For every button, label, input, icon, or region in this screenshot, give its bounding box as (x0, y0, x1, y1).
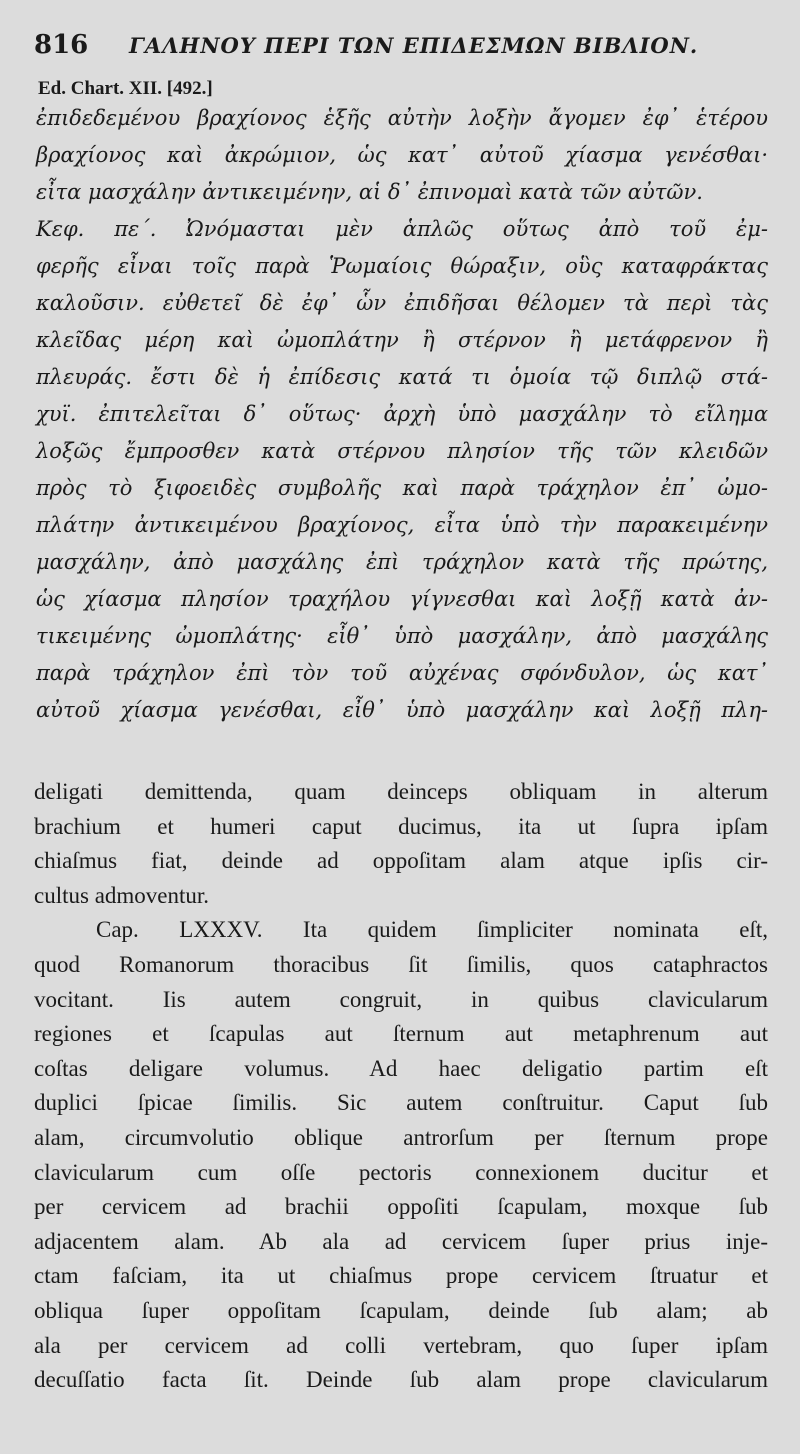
greek-line: παρὰ τράχηλον ἐπὶ τὸν τοῦ αὐχένας σφόνδυλον, ὡς κατ᾽ (36, 661, 768, 685)
greek-line: πλάτην ἀντικειμένου βραχίονος, εἶτα ὑπὸ τὴν παρακειμένην (36, 513, 768, 537)
latin-line: ctam faſciam, ita ut chiaſmus prope cervicem ſtruatur et (34, 1263, 768, 1289)
greek-line: ὡς χίασμα πλησίον τραχήλου γίγνεσθαι καὶ λοξῇ κατὰ ἀν- (36, 587, 768, 611)
latin-line: duplici ſpicae ſimilis. Sic autem conſtruitur. Caput ſub (34, 1090, 768, 1116)
greek-line: μασχάλην, ἀπὸ μασχάλης ἐπὶ τράχηλον κατὰ τῆς πρώτης, (36, 550, 768, 574)
edition-reference: Ed. Chart. XII. [492.] (38, 78, 213, 99)
greek-line: εἶτα μασχάλην ἀντικειμένην, αἱ δ᾽ ἐπινομαὶ κατὰ τῶν αὐτῶν. (36, 180, 703, 204)
latin-line: cultus admoventur. (34, 882, 210, 908)
latin-line: vocitant. Iis autem congruit, in quibus clavicularum (34, 986, 768, 1012)
latin-line: obliqua ſuper oppoſitam ſcapulam, deinde ſub alam; ab (34, 1297, 768, 1323)
greek-line: τικειμένης ὠμοπλάτης· εἶθ᾽ ὑπὸ μασχάλην, ἀπὸ μασχάλης (36, 624, 768, 648)
greek-line: καλοῦσιν. εὐθετεῖ δὲ ἐφ᾽ ὧν ἐπιδῆσαι θέλομεν τὰ περὶ τὰς (36, 291, 768, 315)
latin-text-block (34, 775, 768, 1398)
chapter-heading-greek: Κεφ. πε΄. Ὠνόμασται μὲν ἁπλῶς οὕτως ἀπὸ τοῦ ἐμ- (36, 217, 768, 241)
latin-line: adjacentem alam. Ab ala ad cervicem ſuper prius inje- (34, 1228, 768, 1254)
running-title: ΓΑΛΗΝΟΥ ΠΕΡΙ ΤΩΝ ΕΠΙΔΕΣΜΩΝ ΒΙΒΛΙΟΝ. (129, 33, 699, 58)
latin-line: per cervicem ad brachii oppoſiti ſcapulam, moxque ſub (34, 1194, 768, 1220)
latin-line: regiones et ſcapulas aut ſternum aut metaphrenum aut (34, 1021, 768, 1047)
greek-line: λοξῶς ἔμπροσθεν κατὰ στέρνου πλησίον τῆς τῶν κλειδῶν (36, 439, 768, 463)
greek-line: βραχίονος καὶ ἀκρώμιον, ὡς κατ᾽ αὐτοῦ χίασμα γενέσθαι· (36, 143, 768, 167)
latin-line: brachium et humeri caput ducimus, ita ut ſupra ipſam (34, 813, 768, 839)
latin-line: chiaſmus fiat, deinde ad oppoſitam alam atque ipſis cir- (34, 848, 768, 874)
greek-line: χυϊ. ἐπιτελεῖται δ᾽ οὕτως· ἀρχὴ ὑπὸ μασχάλην τὸ εἴλημα (36, 402, 768, 426)
greek-line: πλευράς. ἔστι δὲ ἡ ἐπίδεσις κατά τι ὁμοία τῷ διπλῷ στά- (36, 365, 768, 389)
greek-line: ἐπιδεδεμένου βραχίονος ἑξῆς αὐτὴν λοξὴν ἄγομεν ἐφ᾽ ἑτέρου (36, 106, 768, 130)
greek-text-block (36, 100, 768, 729)
latin-line: deligati demittenda, quam deinceps obliquam in alterum (34, 779, 768, 804)
latin-line: decuſſatio facta ſit. Deinde ſub alam prope clavicularum (34, 1367, 768, 1393)
chapter-heading-latin: Cap. LXXXV. Ita quidem ſimpliciter nominata eſt, (96, 917, 768, 943)
greek-line: πρὸς τὸ ξιφοειδὲς συμβολῆς καὶ παρὰ τράχηλον ἐπ᾽ ὠμο- (36, 476, 768, 500)
page-header (34, 30, 774, 70)
latin-line: quod Romanorum thoracibus ſit ſimilis, quos cataphractos (34, 951, 768, 977)
latin-line: alam, circumvolutio oblique antrorſum per ſternum prope (34, 1124, 768, 1150)
latin-line: clavicularum cum oſſe pectoris connexionem ducitur et (34, 1159, 768, 1185)
latin-line: coſtas deligare volumus. Ad haec deligatio partim eſt (34, 1055, 768, 1081)
greek-line: αὐτοῦ χίασμα γενέσθαι, εἶθ᾽ ὑπὸ μασχάλην καὶ λοξῇ πλη- (36, 698, 768, 722)
page-number: 816 (34, 30, 89, 60)
greek-line: φερῆς εἶναι τοῖς παρὰ Ῥωμαίοις θώραξιν, οὓς καταφράκτας (36, 254, 768, 278)
latin-line: ala per cervicem ad colli vertebram, quo ſuper ipſam (34, 1332, 768, 1358)
greek-line: κλεῖδας μέρη καὶ ὠμοπλάτην ἢ στέρνον ἢ μετάφρενον ἢ (36, 328, 768, 352)
